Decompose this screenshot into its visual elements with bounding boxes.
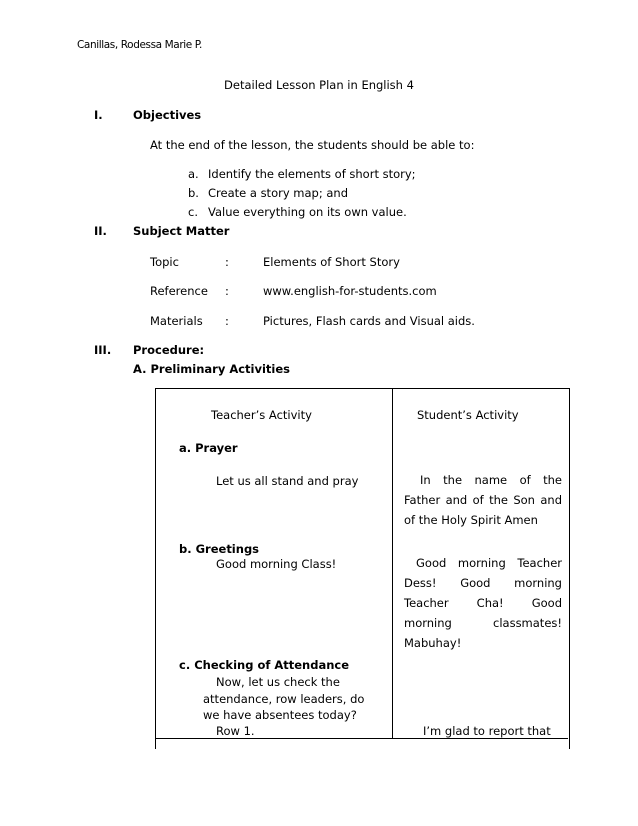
table-column-divider: [392, 388, 393, 739]
reference-separator: :: [225, 284, 229, 298]
attendance-teacher-line: Now, let us check the: [216, 675, 340, 689]
objective-letter: c.: [188, 205, 198, 219]
topic-separator: :: [225, 255, 229, 269]
objective-item: Value everything on its own value.: [208, 205, 407, 219]
document-title: Detailed Lesson Plan in English 4: [224, 78, 414, 92]
subject-matter-heading: Subject Matter: [133, 224, 230, 238]
author-name: Canillas, Rodessa Marie P.: [77, 39, 202, 51]
procedure-heading: Procedure:: [133, 343, 205, 357]
attendance-student-text: I’m glad to report that: [423, 724, 551, 738]
objective-letter: a.: [188, 167, 199, 181]
materials-value: Pictures, Flash cards and Visual aids.: [263, 314, 475, 328]
reference-value: www.english-for-students.com: [263, 284, 437, 298]
topic-label: Topic: [150, 255, 179, 269]
preliminary-activities-heading: A. Preliminary Activities: [133, 362, 290, 376]
reference-label: Reference: [150, 284, 208, 298]
objective-item: Create a story map; and: [208, 186, 349, 200]
materials-separator: :: [225, 314, 229, 328]
objectives-intro: At the end of the lesson, the students should be able to:: [150, 138, 475, 152]
prayer-teacher-text: Let us all stand and pray: [216, 474, 359, 488]
prayer-student-text: In the name of the Father and of the Son and of the Holy Spirit Amen: [404, 473, 562, 527]
attendance-teacher-line: attendance, row leaders, do: [203, 692, 365, 706]
greetings-student-text: Good morning Teacher Dess! Good morning Teacher Cha! Good morning classmates! Mabuhay!: [404, 556, 562, 650]
table-bottom-border: [155, 738, 568, 739]
prayer-title: a. Prayer: [179, 441, 238, 455]
teacher-activity-header: Teacher’s Activity: [211, 408, 312, 422]
objectives-numeral: I.: [94, 108, 103, 122]
attendance-row-label: Row 1.: [216, 724, 255, 738]
attendance-teacher-line: we have absentees today?: [203, 708, 357, 722]
topic-value: Elements of Short Story: [263, 255, 400, 269]
materials-label: Materials: [150, 314, 203, 328]
procedure-numeral: III.: [94, 343, 112, 357]
objective-item: Identify the elements of short story;: [208, 167, 416, 181]
objective-letter: b.: [188, 186, 199, 200]
greetings-teacher-text: Good morning Class!: [216, 557, 337, 571]
greetings-title: b. Greetings: [179, 542, 260, 556]
objectives-heading: Objectives: [133, 108, 202, 122]
subject-matter-numeral: II.: [94, 224, 107, 238]
attendance-title: c. Checking of Attendance: [179, 658, 350, 672]
student-activity-header: Student’s Activity: [417, 408, 519, 422]
